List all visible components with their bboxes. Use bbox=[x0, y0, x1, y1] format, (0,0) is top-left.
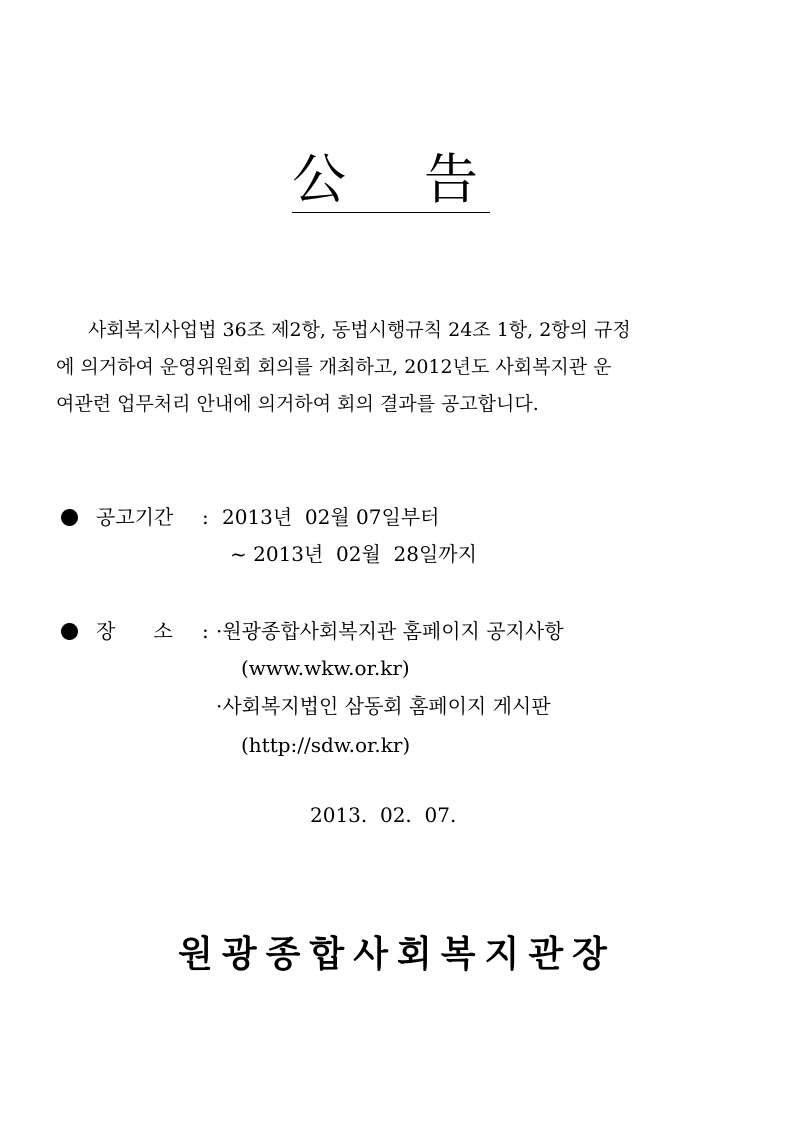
title-char-1: 公 bbox=[292, 148, 346, 211]
place-item-2: ·사회복지법인 삼동회 홈페이지 게시판 bbox=[216, 694, 551, 718]
intro-paragraph bbox=[56, 312, 720, 423]
title-underline bbox=[292, 212, 490, 213]
place-colon: : bbox=[202, 619, 209, 643]
place-label: 장 소 bbox=[96, 619, 173, 643]
intro-line-2: 에 의거하여 운영위원회 회의를 개최하고, 2012년도 사회복지관 운 bbox=[56, 356, 612, 378]
intro-line-3: 여관련 업무처리 안내에 의거하여 회의 결과를 공고합니다. bbox=[56, 393, 539, 415]
period-bullet-icon bbox=[61, 509, 78, 526]
place-bullet-icon bbox=[61, 623, 78, 640]
notice-title bbox=[292, 150, 490, 216]
title-char-2: 告 bbox=[424, 148, 478, 211]
period-colon: : bbox=[202, 505, 209, 529]
signature: 원광종합사회복지관장 bbox=[178, 933, 616, 975]
period-end: ~ 2013년 02월 28일까지 bbox=[230, 542, 477, 566]
place-url-2: (http://sdw.or.kr) bbox=[241, 733, 411, 757]
place-url-1: (www.wkw.or.kr) bbox=[241, 656, 410, 680]
period-label: 공고기간 bbox=[96, 505, 174, 529]
intro-line-1: 사회복지사업법 36조 제2항, 동법시행규칙 24조 1항, 2항의 규정 bbox=[88, 319, 631, 341]
notice-date: 2013. 02. 07. bbox=[310, 803, 457, 827]
place-item-1: ·원광종합사회복지관 홈페이지 공지사항 bbox=[216, 619, 564, 643]
period-start: 2013년 02월 07일부터 bbox=[222, 505, 440, 529]
